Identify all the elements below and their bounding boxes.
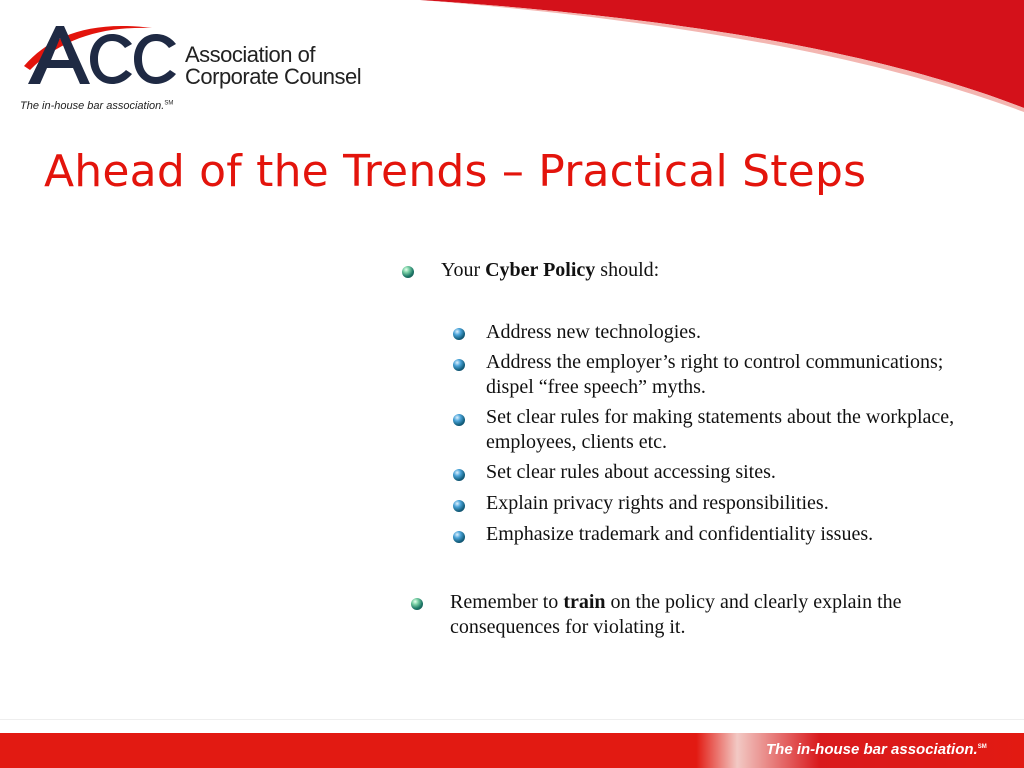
bullet-cyber-policy-suffix: should: — [595, 259, 660, 281]
bullet-train-bold: train — [563, 591, 606, 613]
sub-bullet-item: Emphasize trademark and confidentiality issues. — [486, 523, 874, 545]
logo-org-line1: Association of — [185, 42, 315, 67]
footer-tagline-mark: SM — [977, 744, 987, 750]
logo-tagline-text: The in-house bar association. — [20, 100, 165, 112]
sub-bullet-icon — [453, 469, 465, 481]
footer-divider — [0, 719, 1024, 720]
sub-bullet-icon — [453, 414, 465, 426]
sub-bullet-icon — [453, 328, 465, 340]
bullet-train-prefix: Remember to — [450, 591, 564, 613]
sub-bullet-icon — [453, 500, 465, 512]
footer-tagline-text: The in-house bar association. — [766, 741, 978, 758]
bullet-icon — [402, 266, 414, 278]
bullet-cyber-policy — [441, 258, 659, 283]
sub-bullet-icon — [453, 531, 465, 543]
sub-bullet-item: Set clear rules about accessing sites. — [486, 461, 776, 483]
bullet-train-suffix: on the policy and clearly explain the consequences for violating it. — [450, 591, 902, 638]
bullet-cyber-policy-prefix: Your — [441, 259, 486, 281]
slide-title: Ahead of the Trends – Practical Steps — [44, 146, 867, 197]
logo-tagline-mark: SM — [164, 100, 174, 107]
bullet-train — [450, 590, 980, 640]
sub-bullet-item: Set clear rules for making statements about the workplace, employees, clients etc. — [486, 406, 955, 453]
bullet-icon — [411, 598, 423, 610]
sub-bullet-item: Address new technologies. — [486, 321, 701, 343]
footer-tagline — [766, 741, 987, 758]
sub-bullet-item: Address the employer’s right to control communications; dispel “free speech” myths. — [486, 351, 944, 398]
logo-org-line2: Corporate Counsel — [185, 64, 362, 89]
bullet-cyber-policy-bold: Cyber Policy — [485, 259, 596, 281]
sub-bullet-icon — [453, 359, 465, 371]
sub-bullet-item: Explain privacy rights and responsibilities. — [486, 492, 829, 514]
